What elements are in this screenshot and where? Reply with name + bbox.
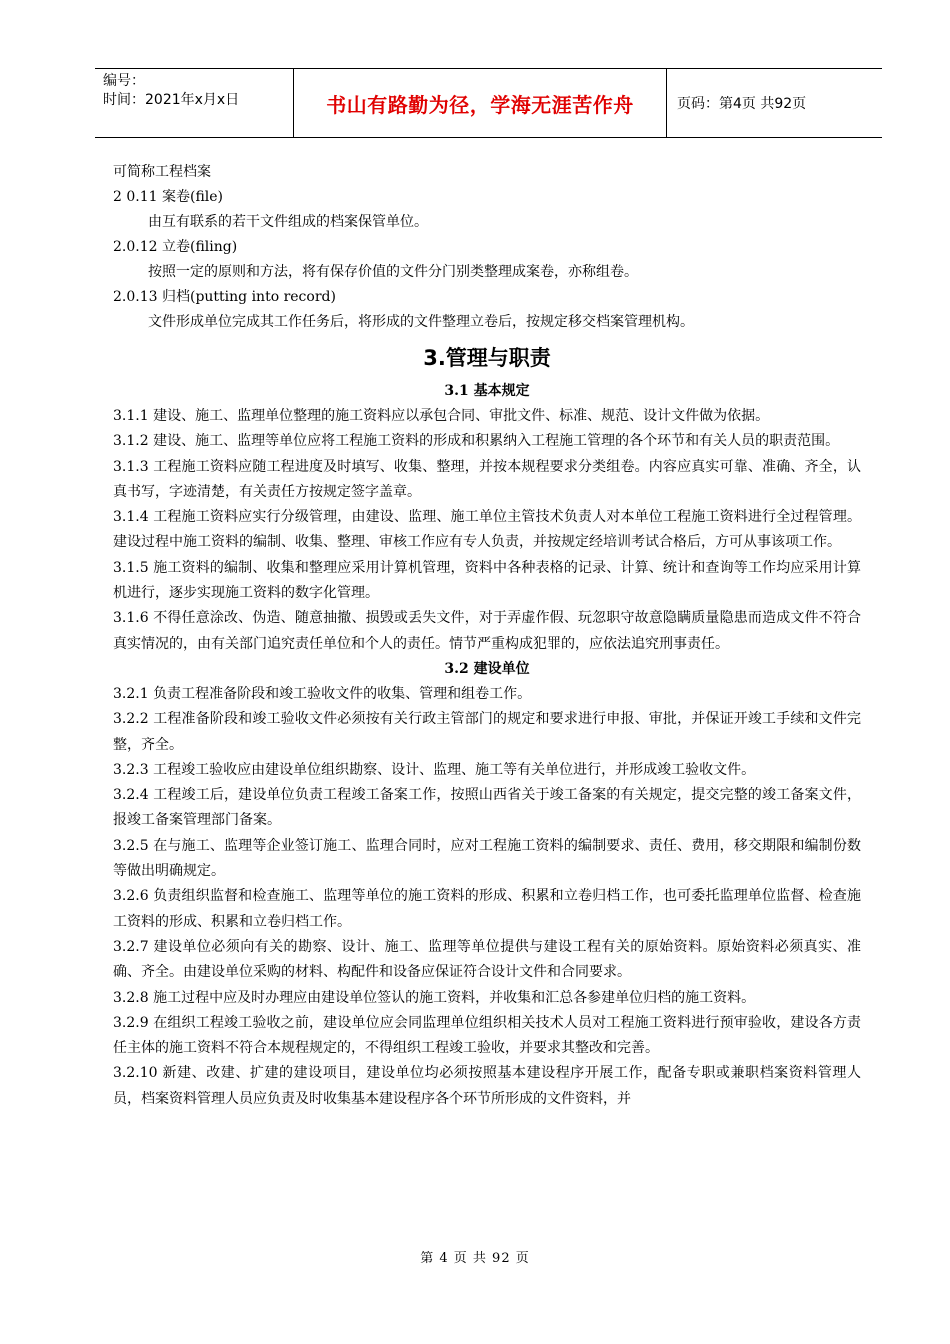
clause: 3.1.4 工程施工资料应实行分级管理，由建设、监理、施工单位主管技术负责人对本单位工程施工资料进行全过程管理。建设过程中施工资料的编制、收集、整理、审核工作应有专人负责，并按规定经培训考试合格后，方可从事该项工作。	[113, 509, 861, 551]
clause: 3.2.8 施工过程中应及时办理应由建设单位签认的施工资料，并收集和汇总各参建单位归档的施工资料。	[113, 989, 756, 1006]
clause: 3.1.3 工程施工资料应随工程进度及时填写、收集、整理，并按本规程要求分类组卷。内容应真实可靠、准确、齐全，认真书写，字迹清楚，有关责任方按规定签字盖章。	[113, 458, 861, 500]
clause: 3.2.9 在组织工程竣工验收之前，建设单位应会同监理单位组织相关技术人员对工程施工资料进行预审验收，建设各方责任主体的施工资料不符合本规程规定的，不得组织工程竣工验收，并要求其整改和完善。	[113, 1014, 861, 1057]
term-definition: 按照一定的原则和方法，将有保存价值的文件分门别类整理成案卷，亦称组卷。	[148, 264, 638, 280]
clause: 3.2.5 在与施工、监理等企业签订施工、监理合同时，应对工程施工资料的编制要求、责任、费用，移交期限和编制份数等做出明确规定。	[113, 837, 861, 880]
document-body	[113, 160, 861, 1112]
clause: 3.2.2 工程准备阶段和竣工验收文件必须按有关行政主管部门的规定和要求进行申报、审批，并保证开竣工手续和文件完整，齐全。	[113, 711, 861, 753]
document-time-label: 时间：2021年x月x日	[103, 92, 240, 108]
clause: 3.2.4 工程竣工后，建设单位负责工程竣工备案工作，按照山西省关于竣工备案的有关规定，提交完整的竣工备案文件，报竣工备案管理部门备案。	[113, 787, 861, 829]
section-title: 3.2 建设单位	[444, 660, 530, 677]
clause: 3.2.1 负责工程准备阶段和竣工验收文件的收集、管理和组卷工作。	[113, 685, 532, 702]
header-meta	[95, 69, 293, 137]
clause: 3.2.7 建设单位必须向有关的勘察、设计、施工、监理等单位提供与建设工程有关的原始资料。原始资料必须真实、准确、齐全。由建设单位采购的材料、构配件和设备应保证符合设计文件和合同要求。	[113, 938, 861, 981]
page-footer: 第 4 页 共 92 页	[420, 1251, 530, 1266]
header-page-number: 页码：第4页 共92页	[677, 96, 807, 112]
term-definition: 由互有联系的若干文件组成的档案保管单位。	[148, 214, 428, 230]
chapter-title: 3.管理与职责	[423, 346, 551, 370]
header-motto: 书山有路勤为径，学海无涯苦作舟	[293, 69, 667, 137]
document-number-label: 编号：	[103, 73, 145, 89]
clause: 3.1.5 施工资料的编制、收集和整理应采用计算机管理，资料中各种表格的记录、计算、统计和查询等工作均应采用计算机进行，逐步实现施工资料的数字化管理。	[113, 559, 861, 602]
term-heading: 2.0.12 立卷(filing)	[113, 239, 238, 255]
body-line: 可简称工程档案	[113, 164, 211, 180]
clause: 3.2.3 工程竣工验收应由建设单位组织勘察、设计、监理、施工等有关单位进行，并形成竣工验收文件。	[113, 761, 756, 778]
term-definition: 文件形成单位完成其工作任务后，将形成的文件整理立卷后，按规定移交档案管理机构。	[148, 314, 694, 330]
clause: 3.1.6 不得任意涂改、伪造、随意抽撤、损毁或丢失文件，对于弄虚作假、玩忽职守故意隐瞒质量隐患而造成文件不符合真实情况的，由有关部门追究责任单位和个人的责任。情节严重构成犯罪的，应依法追究刑事责任。	[113, 610, 861, 652]
term-heading: 2.0.13 归档(putting into record)	[113, 289, 336, 305]
clause: 3.2.10 新建、改建、扩建的建设项目，建设单位均必须按照基本建设程序开展工作，配备专职或兼职档案资料管理人员，档案资料管理人员应负责及时收集基本建设程序各个环节所形成的文件资料，并	[113, 1065, 861, 1107]
clause: 3.1.2 建设、施工、监理等单位应将工程施工资料的形成和积累纳入工程施工管理的各个环节和有关人员的职责范围。	[113, 433, 840, 450]
page-header	[95, 68, 882, 138]
section-title: 3.1 基本规定	[444, 383, 530, 399]
clause: 3.1.1 建设、施工、监理单位整理的施工资料应以承包合同、审批文件、标准、规范、设计文件做为依据。	[113, 408, 770, 424]
clause: 3.2.6 负责组织监督和检查施工、监理等单位的施工资料的形成、积累和立卷归档工作，也可委托监理单位监督、检查施工资料的形成、积累和立卷归档工作。	[113, 888, 861, 930]
term-heading: 2 0.11 案卷(file)	[113, 189, 224, 205]
